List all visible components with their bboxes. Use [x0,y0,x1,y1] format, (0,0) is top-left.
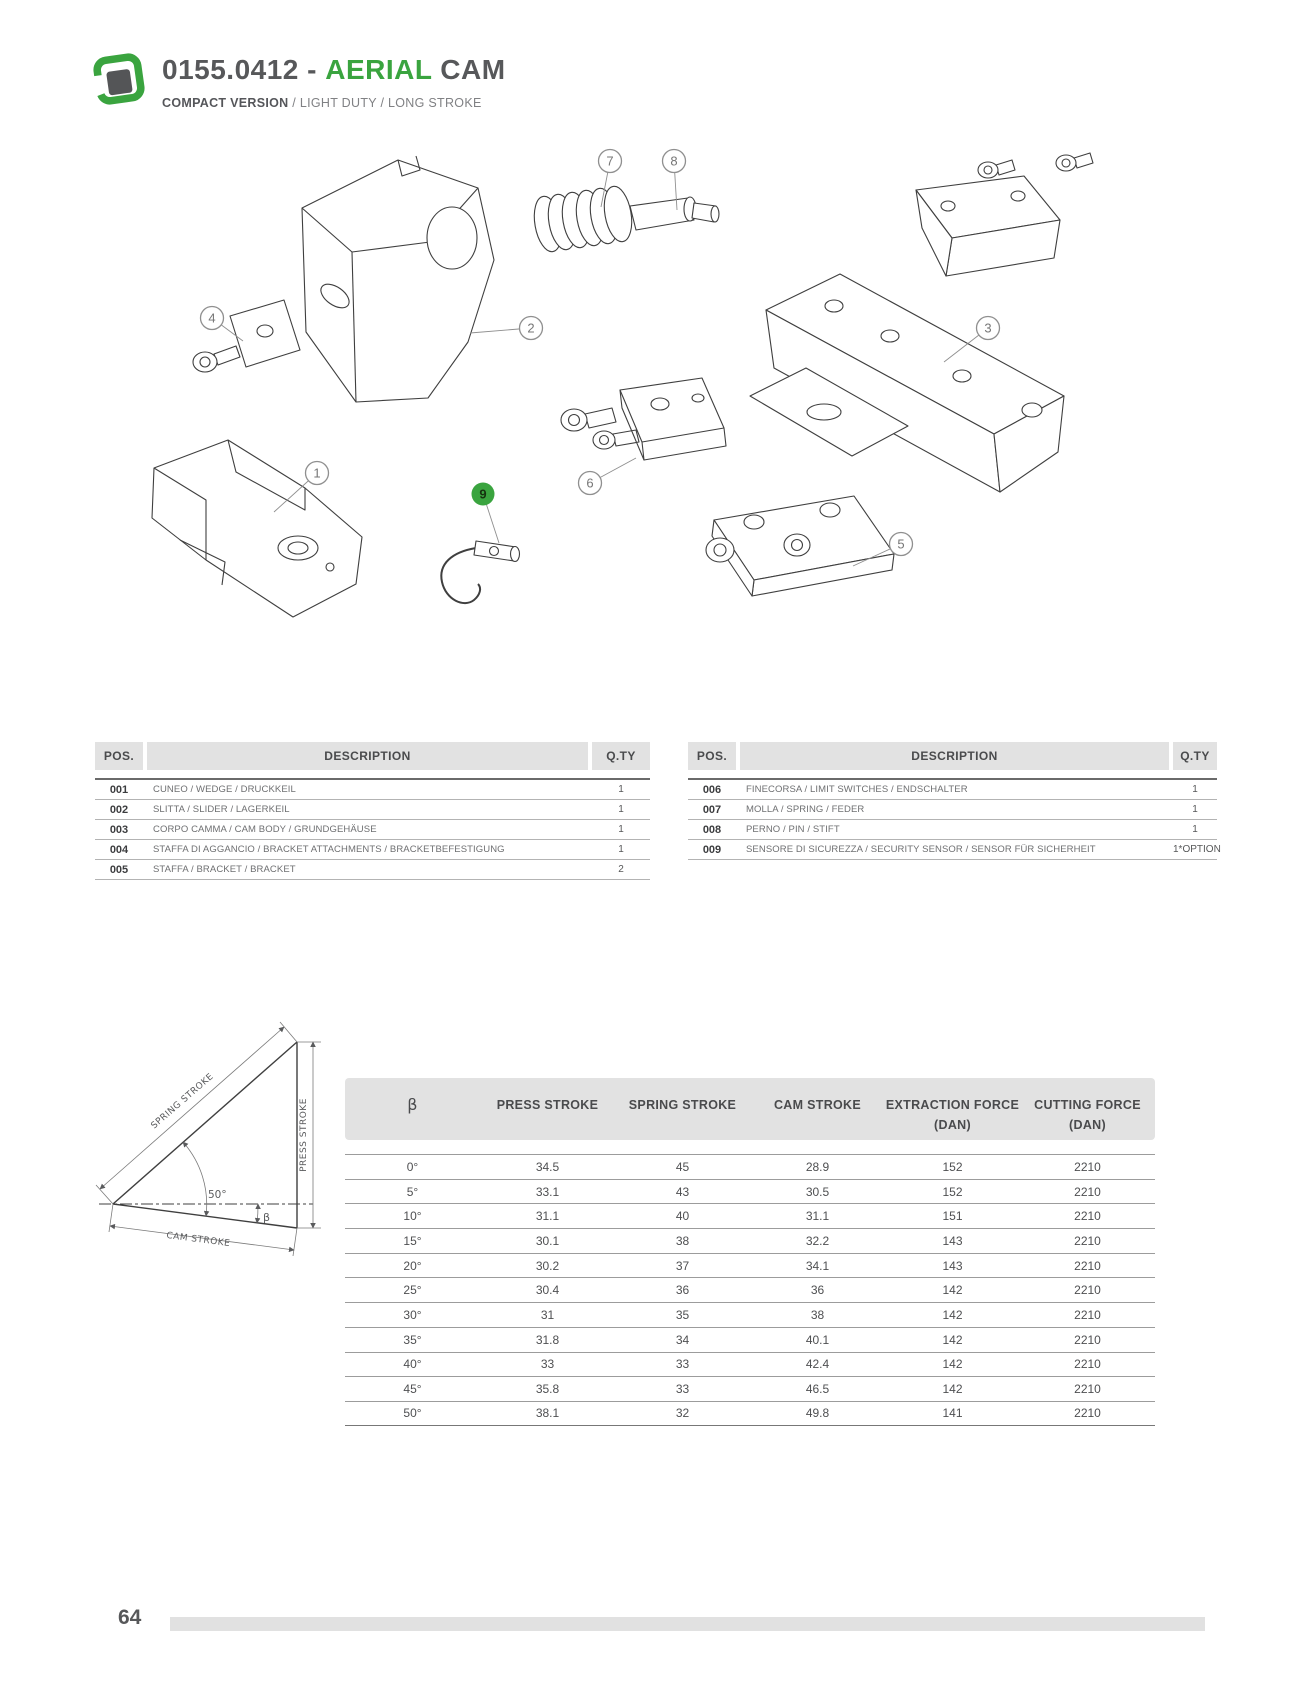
table-row [345,1327,1155,1352]
cam-stroke-cell: 38 [810,1307,825,1322]
beta-label: β [263,1211,271,1224]
description-cell: CORPO CAMMA / CAM BODY / GRUNDGEHÄUSE [153,824,377,835]
beta-cell: 15° [403,1233,422,1248]
slider-drawing [152,440,362,617]
svg-text:3: 3 [984,320,992,336]
description-cell: MOLLA / SPRING / FEDER [746,804,865,815]
press-stroke-cell: 30.4 [535,1283,560,1298]
table-row [345,1253,1155,1278]
cam-stroke-cell: 30.5 [805,1184,830,1199]
extraction-force-cell: 143 [942,1233,963,1248]
beta-cell: 5° [406,1184,419,1199]
beta-cell: 40° [403,1357,422,1372]
table-row [345,1179,1155,1204]
svg-text:4: 4 [208,310,216,326]
table-row [688,840,1221,860]
table-row [95,840,650,860]
beta-cell: 20° [403,1258,422,1273]
extraction-force-cell: 143 [942,1258,963,1273]
page-header [90,50,506,110]
svg-text:6: 6 [586,475,594,491]
qty-header: Q.TY [592,742,650,770]
cam-body-drawing [302,156,494,402]
col-header-cam-stroke: CAM STROKE [773,1098,862,1112]
stroke-data-table [345,1078,1155,1426]
cutting-force-cell: 2210 [1074,1283,1101,1298]
table-row [345,1228,1155,1253]
stroke-table-header [345,1078,1155,1140]
spring-stroke-cell: 37 [675,1258,690,1273]
pos-cell: 003 [109,823,129,836]
extraction-force-cell: 142 [942,1283,963,1298]
description-cell: SENSORE DI SICUREZZA / SECURITY SENSOR / SENSOR FÜR SICHERHEIT [746,844,1096,855]
cam-stroke-label: CAM STROKE [165,1230,231,1250]
page-number: 64 [118,1606,142,1629]
spring-stroke-cell: 38 [675,1233,690,1248]
extraction-force-cell: 141 [942,1406,963,1421]
pos-cell: 009 [702,843,722,856]
spring-stroke-cell: 43 [675,1184,690,1199]
svg-text:8: 8 [670,153,678,169]
qty-cell: 1 [1192,784,1198,795]
cam-stroke-cell: 32.2 [805,1233,830,1248]
cam-stroke-cell: 49.8 [805,1406,830,1421]
spring-stroke-cell: 32 [675,1406,690,1421]
qty-header: Q.TY [1173,742,1217,770]
spring-stroke-cell: 45 [675,1159,690,1174]
spring-drawing [530,184,635,254]
parts-table-header [95,742,650,770]
table-row [95,800,650,820]
page-subtitle [162,96,506,110]
extraction-force-cell: 152 [942,1159,963,1174]
table-row [345,1302,1155,1327]
cutting-force-cell: 2210 [1074,1233,1101,1248]
spring-stroke-cell: 36 [675,1283,690,1298]
table-row [345,1277,1155,1302]
cam-stroke-cell: 40.1 [805,1332,830,1347]
product-name-accent: AERIAL [325,54,432,85]
extraction-force-cell: 152 [942,1184,963,1199]
pos-cell: 001 [109,783,129,796]
qty-cell: 1*OPTION [1173,844,1221,855]
cutting-force-cell: 2210 [1074,1184,1101,1199]
pos-cell: 007 [702,803,722,816]
limit-switch-drawing [561,378,726,460]
svg-text:2: 2 [527,320,535,336]
svg-text:7: 7 [606,153,614,169]
pos-cell: 005 [109,863,129,876]
spring-stroke-label: SPRING STROKE [149,1071,216,1132]
pos-cell: 008 [702,823,722,836]
extraction-force-cell: 142 [942,1332,963,1347]
pos-cell: 004 [109,843,129,856]
cutting-force-cell: 2210 [1074,1258,1101,1273]
cam-stroke-cell: 46.5 [805,1382,830,1397]
cam-stroke-cell: 34.1 [805,1258,830,1273]
cam-stroke-cell: 36 [810,1283,825,1298]
description-cell: FINECORSA / LIMIT SWITCHES / ENDSCHALTER [746,784,968,795]
col-header-beta: β [407,1095,418,1114]
title-block [162,50,506,110]
cutting-force-cell: 2210 [1074,1209,1101,1224]
pos-header: POS. [688,742,736,770]
balloon-9 [472,483,500,544]
table-row [688,780,1217,800]
table-row [95,820,650,840]
press-stroke-label: PRESS STROKE [299,1098,309,1172]
table-row [345,1401,1155,1426]
description-cell: STAFFA DI AGGANCIO / BRACKET ATTACHMENTS / BRACKETBEFESTIGUNG [153,844,505,855]
description-cell: STAFFA / BRACKET / BRACKET [153,864,296,875]
description-header: DESCRIPTION [740,742,1169,770]
bracket-drawing-top [916,153,1093,276]
cam-stroke-cell: 28.9 [805,1159,830,1174]
subtitle-strong: COMPACT VERSION [162,96,289,110]
beta-cell: 35° [403,1332,422,1347]
dimension-lines [96,1022,321,1256]
table-row [688,800,1217,820]
parts-table-rows [688,778,1221,860]
pos-cell: 002 [109,803,129,816]
table-row [95,860,650,880]
table-row [345,1352,1155,1377]
qty-cell: 1 [618,784,624,795]
beta-cell: 25° [403,1283,422,1298]
product-code: 0155.0412 - [162,54,326,85]
qty-cell: 1 [618,844,624,855]
bracket-drawing-bottom [706,496,894,596]
extraction-force-cell: 151 [942,1209,963,1224]
cutting-force-cell: 2210 [1074,1382,1101,1397]
press-stroke-cell: 31.8 [535,1332,560,1347]
press-stroke-cell: 38.1 [535,1406,560,1421]
qty-cell: 1 [618,804,624,815]
table-row [345,1203,1155,1228]
svg-text:5: 5 [897,536,905,552]
beta-cell: 30° [403,1307,422,1322]
balloon-2 [470,317,543,340]
col-header-extraction-force: EXTRACTION FORCE (DAN) [885,1098,1020,1132]
cam-stroke-cell: 42.4 [805,1357,830,1372]
security-sensor-drawing [441,541,519,603]
stroke-table-rows [345,1154,1155,1426]
table-row [345,1154,1155,1179]
cutting-force-cell: 2210 [1074,1332,1101,1347]
beta-cell: 10° [403,1209,422,1224]
stroke-triangle [113,1042,297,1228]
cutting-force-cell: 2210 [1074,1159,1101,1174]
description-cell: PERNO / PIN / STIFT [746,824,840,835]
cutting-force-cell: 2210 [1074,1307,1101,1322]
press-stroke-cell: 33.1 [535,1184,560,1199]
brand-logo-icon [90,50,148,108]
beta-cell: 50° [403,1406,422,1421]
bracket-attachment-drawing [750,274,1064,492]
pos-header: POS. [95,742,143,770]
parts-table-right [688,742,1221,860]
spring-stroke-cell: 33 [675,1357,690,1372]
spring-stroke-cell: 33 [675,1382,690,1397]
balloon-6 [579,458,637,495]
press-stroke-cell: 31 [540,1307,555,1322]
pin-drawing [630,197,719,230]
angle-50-label: 50° [208,1189,227,1201]
product-name-rest: CAM [431,54,506,85]
pos-cell: 006 [702,783,722,796]
table-row [688,820,1217,840]
spring-stroke-cell: 34 [675,1332,690,1347]
parts-table-left [95,742,650,880]
description-cell: SLITTA / SLIDER / LAGERKEIL [153,804,290,815]
cutting-force-cell: 2210 [1074,1406,1101,1421]
svg-text:1: 1 [313,465,321,481]
exploded-view-diagram [90,130,1120,675]
beta-cell: 45° [403,1382,422,1397]
spring-stroke-cell: 35 [675,1307,690,1322]
table-row [345,1376,1155,1401]
svg-text:9: 9 [479,486,487,502]
description-cell: CUNEO / WEDGE / DRUCKKEIL [153,784,296,795]
stroke-angle-diagram [95,1012,325,1272]
extraction-force-cell: 142 [942,1357,963,1372]
extraction-force-cell: 142 [942,1382,963,1397]
cutting-force-cell: 2210 [1074,1357,1101,1372]
table-row [95,780,650,800]
parts-table-header [688,742,1217,770]
press-stroke-cell: 33 [540,1357,555,1372]
spring-stroke-cell: 40 [675,1209,690,1224]
qty-cell: 1 [1192,804,1198,815]
col-header-press-stroke: PRESS STROKE [496,1098,599,1112]
press-stroke-cell: 30.2 [535,1258,560,1273]
parts-table-rows [95,778,650,880]
qty-cell: 1 [618,824,624,835]
description-header: DESCRIPTION [147,742,588,770]
qty-cell: 1 [1192,824,1198,835]
beta-cell: 0° [406,1159,419,1174]
col-header-spring-stroke: SPRING STROKE [628,1098,737,1112]
press-stroke-cell: 35.8 [535,1382,560,1397]
cam-stroke-cell: 31.1 [805,1209,830,1224]
page-title [162,54,506,86]
col-header-cutting-force: CUTTING FORCE (DAN) [1034,1098,1141,1132]
press-stroke-cell: 31.1 [535,1209,560,1224]
extraction-force-cell: 142 [942,1307,963,1322]
press-stroke-cell: 30.1 [535,1233,560,1248]
press-stroke-cell: 34.5 [535,1159,560,1174]
footer-bar [170,1617,1205,1631]
qty-cell: 2 [618,864,624,875]
subtitle-rest: / LIGHT DUTY / LONG STROKE [288,96,482,110]
